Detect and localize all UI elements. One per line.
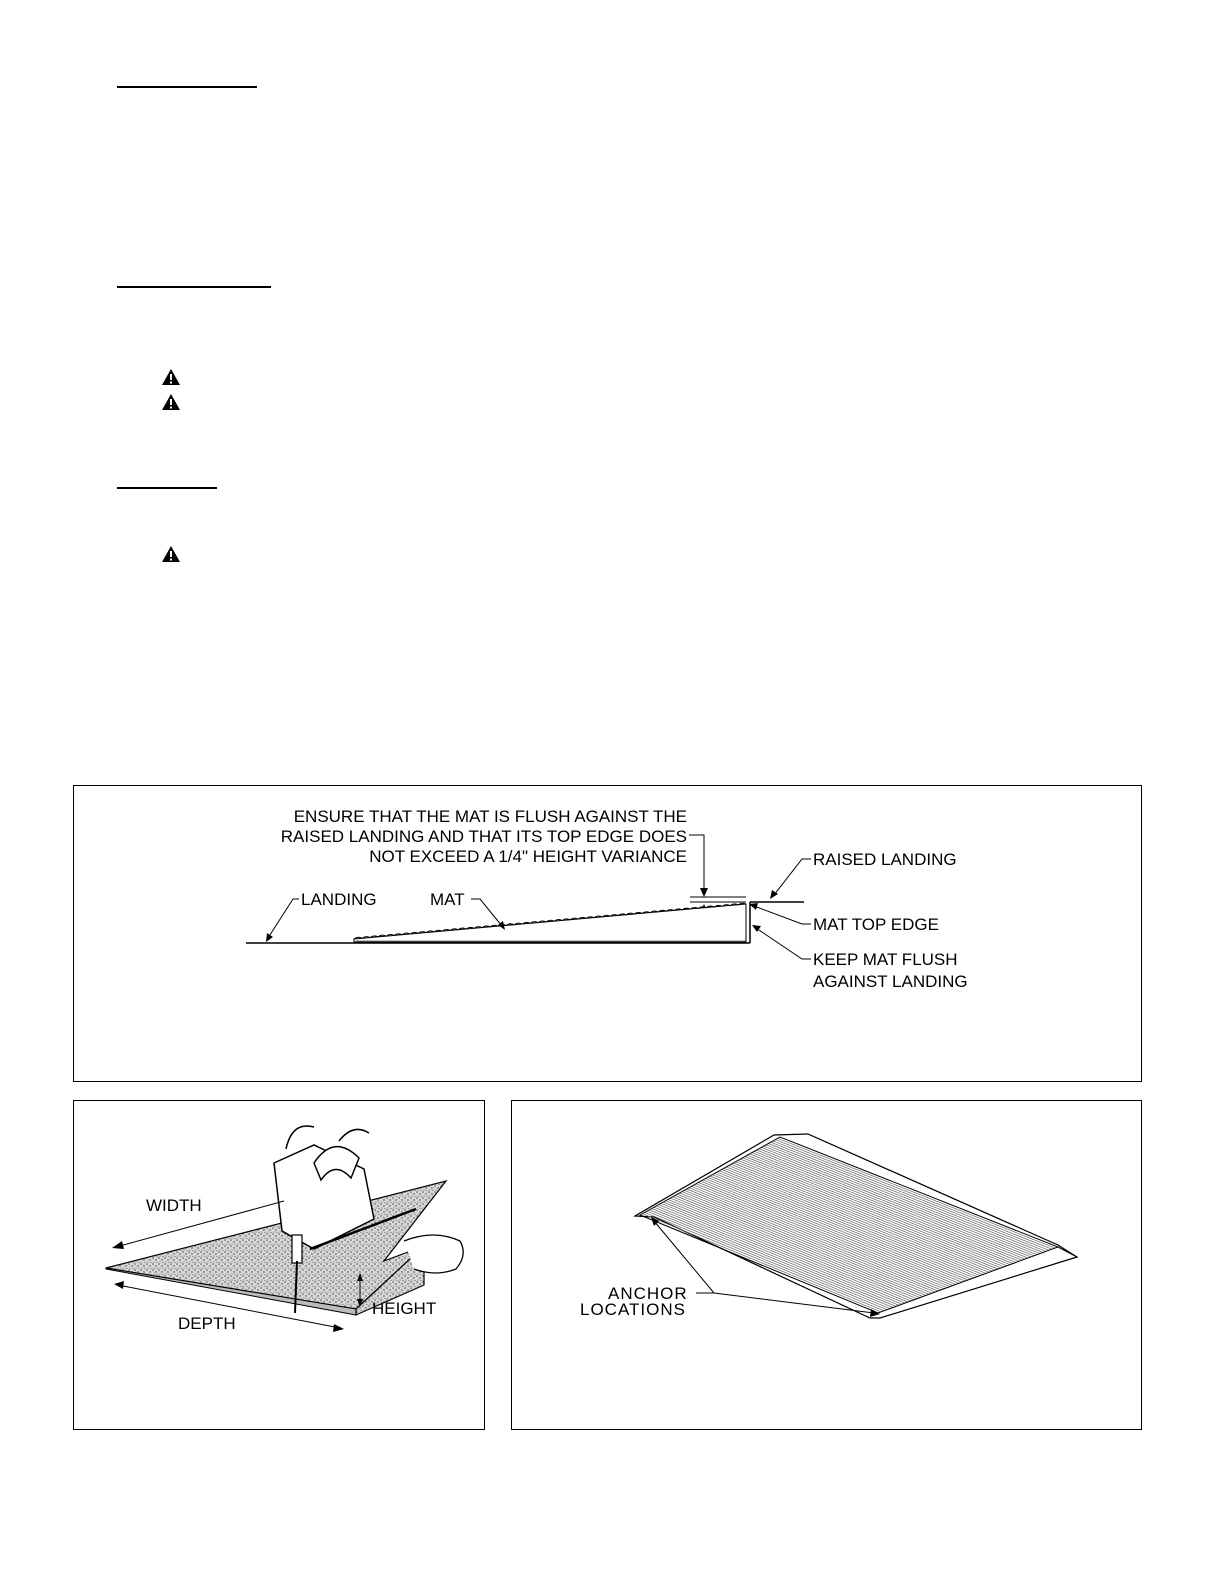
- flush-note-line-2: RAISED LANDING AND THAT ITS TOP EDGE DOES: [280, 827, 687, 846]
- label-width: WIDTH: [146, 1196, 202, 1215]
- label-keep-flush-1: KEEP MAT FLUSH: [813, 950, 958, 969]
- label-mat-top-edge: MAT TOP EDGE: [813, 915, 939, 934]
- label-keep-flush-2: AGAINST LANDING: [813, 972, 968, 991]
- figure-anchor-locations: [511, 1100, 1142, 1430]
- figure-cutting-mat: [73, 1100, 485, 1430]
- label-anchor-1: ANCHOR: [608, 1284, 688, 1303]
- flush-note-line-3: NOT EXCEED A 1/4" HEIGHT VARIANCE: [369, 847, 687, 866]
- figure-mat-flush-diagram: [73, 785, 1142, 1082]
- warning-triangle-icon: [161, 393, 181, 411]
- label-mat: MAT: [430, 890, 465, 909]
- section-heading-rule-3: [117, 487, 217, 489]
- section-heading-rule-1: [117, 86, 257, 88]
- warning-triangle-icon: [161, 368, 181, 386]
- label-height: HEIGHT: [372, 1299, 437, 1318]
- label-anchor-2: LOCATIONS: [580, 1300, 686, 1319]
- label-depth: DEPTH: [178, 1314, 236, 1333]
- label-raised-landing: RAISED LANDING: [813, 850, 957, 869]
- section-heading-rule-2: [117, 286, 271, 288]
- flush-note-line-1: ENSURE THAT THE MAT IS FLUSH AGAINST THE: [293, 807, 687, 826]
- label-landing: LANDING: [301, 890, 377, 909]
- warning-triangle-icon: [161, 545, 181, 563]
